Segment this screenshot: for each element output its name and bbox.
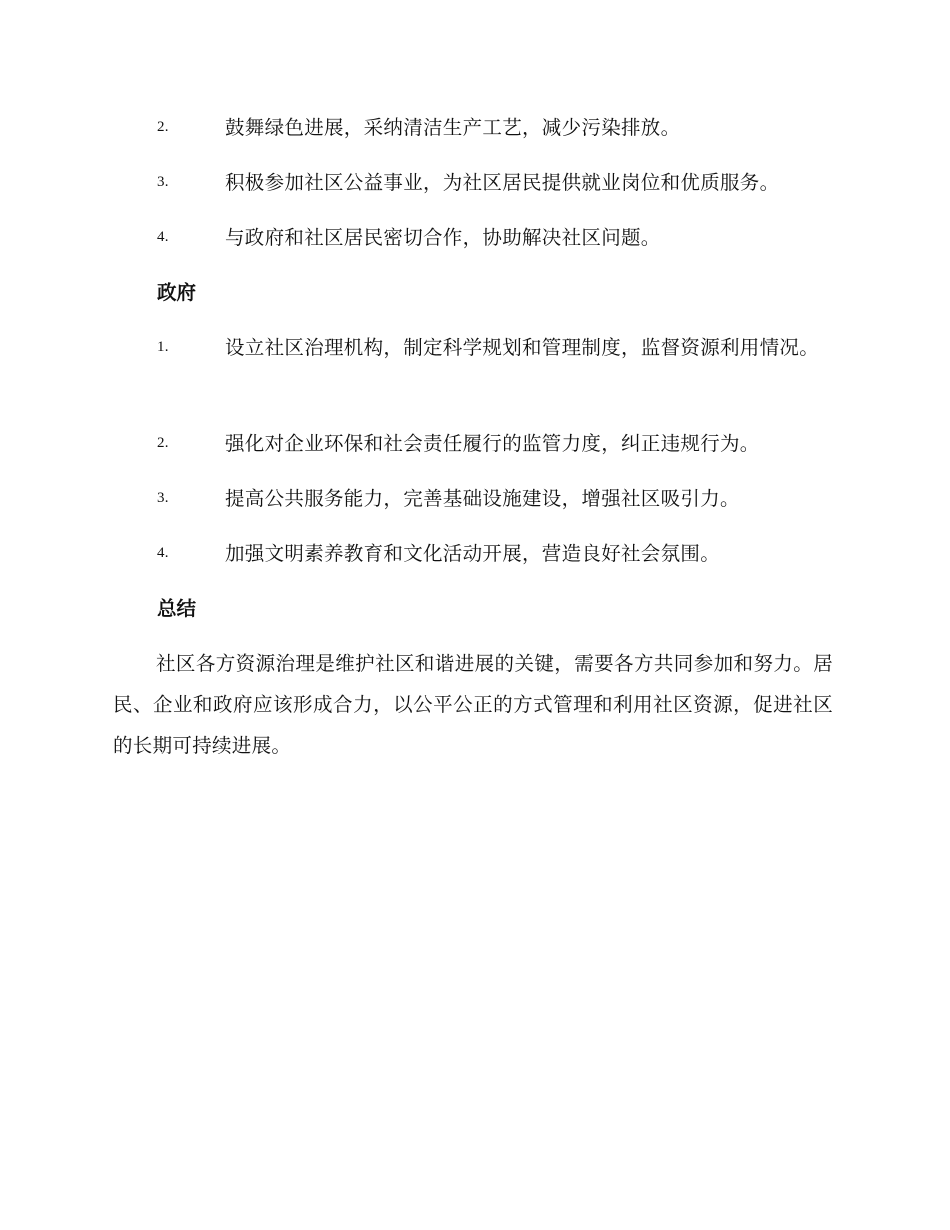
list-number: 3. (157, 174, 169, 190)
list-number: 2. (157, 435, 169, 451)
list-text: 积极参加社区公益事业，为社区居民提供就业岗位和优质服务。 (225, 171, 780, 194)
list-text: 加强文明素养教育和文化活动开展，营造良好社会氛围。 (225, 542, 721, 565)
list-item (113, 423, 833, 464)
list-text: 提高公共服务能力，完善基础设施建设，增强社区吸引力。 (225, 487, 740, 510)
list-text: 与政府和社区居民密切合作，协助解决社区问题。 (225, 226, 661, 249)
section-heading-summary: 总结 (157, 597, 197, 620)
list-number: 1. (157, 339, 169, 355)
list-item (113, 533, 833, 574)
list-item (113, 162, 833, 203)
list-item (113, 217, 833, 258)
list-number: 4. (157, 229, 169, 245)
list-number: 4. (157, 545, 169, 561)
list-text: 强化对企业环保和社会责任履行的监管力度，纠正违规行为。 (225, 432, 760, 455)
list-item (113, 327, 833, 368)
list-number: 3. (157, 490, 169, 506)
list-item (113, 478, 833, 519)
section-heading-government: 政府 (157, 281, 197, 304)
list-text: 鼓舞绿色进展，采纳清洁生产工艺，减少污染排放。 (225, 116, 681, 139)
list-number: 2. (157, 119, 169, 135)
list-item (113, 107, 833, 148)
summary-paragraph: 社区各方资源治理是维护社区和谐进展的关键，需要各方共同参加和努力。居民、企业和政府应该形成合力，以公平公正的方式管理和利用社区资源，促进社区的长期可持续进展。 (113, 652, 833, 757)
list-text: 设立社区治理机构，制定科学规划和管理制度，监督资源利用情况。 (225, 336, 820, 359)
